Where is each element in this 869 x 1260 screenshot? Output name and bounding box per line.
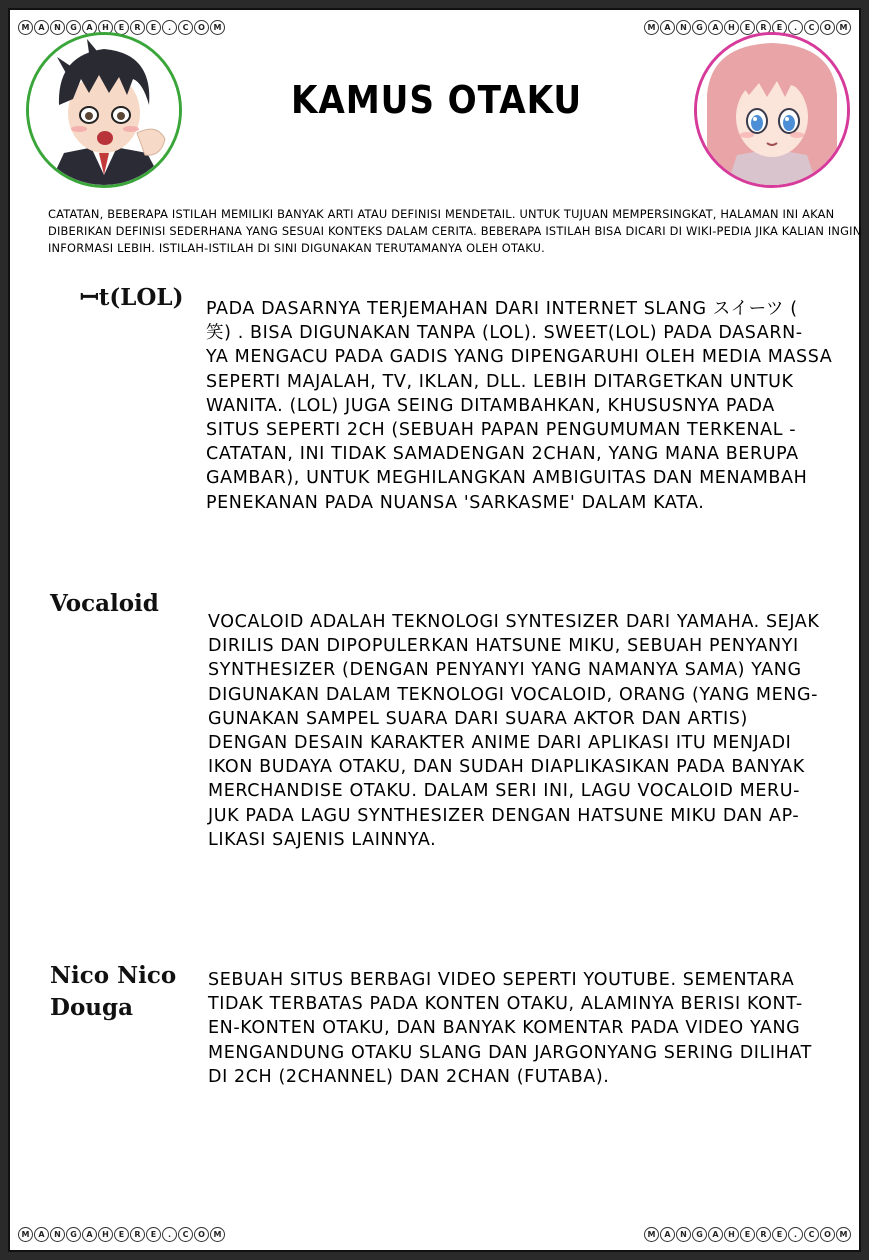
watermark-letter: . — [788, 20, 803, 35]
watermark-letter: C — [804, 1227, 819, 1242]
watermark-letter: E — [772, 1227, 787, 1242]
definition-line: GUNAKAN SAMPEL SUARA DARI SUARA AKTOR DAN ARTIS) — [208, 708, 748, 729]
watermark-letter: M — [210, 1227, 225, 1242]
watermark-letter: R — [130, 20, 145, 35]
watermark-letter: E — [740, 20, 755, 35]
watermark-letter: A — [82, 20, 97, 35]
watermark-letter: E — [114, 20, 129, 35]
watermark-letter: G — [66, 1227, 81, 1242]
watermark-letter: N — [50, 1227, 65, 1242]
watermark-letter: G — [692, 1227, 707, 1242]
watermark-letter: E — [146, 20, 161, 35]
watermark-letter: G — [66, 20, 81, 35]
definition-line: LIKASI SAJENIS LAINNYA. — [208, 829, 437, 850]
definition-line: CATATAN, INI TIDAK SAMADENGAN 2CHAN, YANG MANA BERUPA — [206, 444, 799, 465]
watermark-letter: . — [788, 1227, 803, 1242]
watermark-letter: A — [660, 20, 675, 35]
manga-page — [8, 8, 861, 1252]
definition-vocaloid — [208, 610, 819, 852]
definition-line: PENEKANAN PADA NUANSA 'SARKASME' DALAM KATA. — [206, 492, 705, 513]
definition-line: DENGAN DESAIN KARAKTER ANIME DARI APLIKASI ITU MENJADI — [208, 732, 792, 753]
watermark-letter: M — [18, 20, 33, 35]
watermark-letter: N — [676, 1227, 691, 1242]
definition-line: IKON BUDAYA OTAKU, DAN SUDAH DIAPLIKASIKAN PADA BANYAK — [208, 757, 805, 778]
watermark-letter: E — [772, 20, 787, 35]
definition-line: PADA DASARNYA TERJEMAHAN DARI INTERNET SLANG スイーツ ( — [206, 299, 798, 319]
watermark-letter: G — [692, 20, 707, 35]
watermark-letter: N — [50, 20, 65, 35]
watermark-letter: H — [724, 20, 739, 35]
watermark-letter: C — [178, 1227, 193, 1242]
definition-line: DIRILIS DAN DIPOPULERKAN HATSUNE MIKU, SEBUAH PENYANYI — [208, 636, 799, 657]
watermark-letter: C — [178, 20, 193, 35]
watermark-letter: O — [820, 20, 835, 35]
watermark-letter: R — [756, 20, 771, 35]
watermark-letter: N — [676, 20, 691, 35]
watermark-letter: O — [820, 1227, 835, 1242]
watermark-bottom-right — [644, 1224, 851, 1244]
intro-note: CATATAN, BEBERAPA ISTILAH MEMILIKI BANYAK ARTI ATAU DEFINISI MENDETAIL. UNTUK TUJUAN MEMPERSINGKAT, HALAMAN INI AKAN DIBERIKAN DEFINISI SEDERHANA YANG SESUAI KONTEKS DALAM CERITA. BEBERAPA ISTILAH BISA DICARI DI WIKI-PEDIA JIKA KALIAN INGIN INFORMASI LEBIH. ISTILAH-ISTILAH DI SINI DIGUNAKAN TERUTAMANYA OLEH OTAKU. — [48, 207, 862, 255]
definition-nico-nico-douga — [208, 968, 812, 1089]
watermark-top-right — [644, 17, 851, 37]
watermark-letter: A — [708, 1227, 723, 1242]
watermark-letter: M — [210, 20, 225, 35]
definition-line: 笑) . BISA DIGUNAKAN TANPA (LOL). SWEET(LOL) PADA DASARN- — [206, 323, 803, 344]
definition-line: MERCHANDISE OTAKU. DALAM SERI INI, LAGU VOCALOID MERU- — [208, 781, 801, 802]
watermark-letter: M — [836, 20, 851, 35]
definition-line: MENGANDUNG OTAKU SLANG DAN JARGONYANG SERING DILIHAT — [208, 1042, 812, 1063]
watermark-letter: R — [756, 1227, 771, 1242]
watermark-letter: H — [724, 1227, 739, 1242]
definition-line: GAMBAR), UNTUK MEGHILANGKAN AMBIGUITAS DAN MENAMBAH — [206, 468, 808, 489]
definition-line: SEBUAH SITUS BERBAGI VIDEO SEPERTI YOUTUBE. SEMENTARA — [208, 970, 795, 990]
watermark-letter: A — [708, 20, 723, 35]
watermark-letter: . — [162, 1227, 177, 1242]
term-line: Douga — [50, 994, 133, 1021]
definition-line: WANITA. (LOL) JUGA SEING DITAMBAHKAN, KHUSUSNYA PADA — [206, 395, 775, 416]
definition-line: DI 2CH (2CHANNEL) DAN 2CHAN (FUTABA). — [208, 1066, 610, 1087]
definition-line: VOCALOID ADALAH TEKNOLOGI SYNTESIZER DARI YAMAHA. SEJAK — [208, 612, 820, 632]
definition-line: JUK PADA LAGU SYNTHESIZER DENGAN HATSUNE MIKU DAN AP- — [208, 805, 800, 826]
watermark-letter: M — [836, 1227, 851, 1242]
definition-sweet-lol — [206, 297, 832, 515]
definition-line: DIGUNAKAN DALAM TEKNOLOGI VOCALOID, ORANG (YANG MENG- — [208, 684, 819, 705]
watermark-letter: M — [644, 1227, 659, 1242]
watermark-letter: H — [98, 20, 113, 35]
watermark-letter: O — [194, 1227, 209, 1242]
watermark-letter: A — [34, 1227, 49, 1242]
watermark-letter: . — [162, 20, 177, 35]
definition-line: SEPERTI MAJALAH, TV, IKLAN, DLL. LEBIH DITARGETKAN UNTUK — [206, 371, 794, 392]
watermark-letter: A — [34, 20, 49, 35]
term-line: Nico Nico — [50, 962, 177, 989]
watermark-letter: A — [660, 1227, 675, 1242]
watermark-letter: H — [98, 1227, 113, 1242]
definition-line: SYNTHESIZER (DENGAN PENYANYI YANG NAMANYA SAMA) YANG — [208, 660, 802, 681]
definition-line: YA MENGACU PADA GADIS YANG DIPENGARUHI OLEH MEDIA MASSA — [206, 347, 833, 368]
watermark-letter: C — [804, 20, 819, 35]
definition-line: SITUS SEPERTI 2CH (SEBUAH PAPAN PENGUMUMAN TERKENAL - — [206, 419, 797, 440]
page-title: KAMUS OTAKU — [290, 78, 583, 122]
watermark-letter: A — [82, 1227, 97, 1242]
watermark-letter: M — [644, 20, 659, 35]
definition-line: EN-KONTEN OTAKU, DAN BANYAK KOMENTAR PADA VIDEO YANG — [208, 1018, 801, 1039]
watermark-letter: O — [194, 20, 209, 35]
watermark-letter: E — [740, 1227, 755, 1242]
watermark-letter: E — [114, 1227, 129, 1242]
definition-line: TIDAK TERBATAS PADA KONTEN OTAKU, ALAMINYA BERISI KONT- — [208, 994, 803, 1015]
term-sweet-lol: ꟷt(LOL) — [80, 284, 184, 311]
term-nico-nico-douga — [50, 960, 176, 1024]
watermark-letter: E — [146, 1227, 161, 1242]
term-vocaloid: Vocaloid — [50, 590, 159, 617]
watermark-bottom-left — [18, 1224, 225, 1244]
watermark-letter: R — [130, 1227, 145, 1242]
watermark-letter: M — [18, 1227, 33, 1242]
